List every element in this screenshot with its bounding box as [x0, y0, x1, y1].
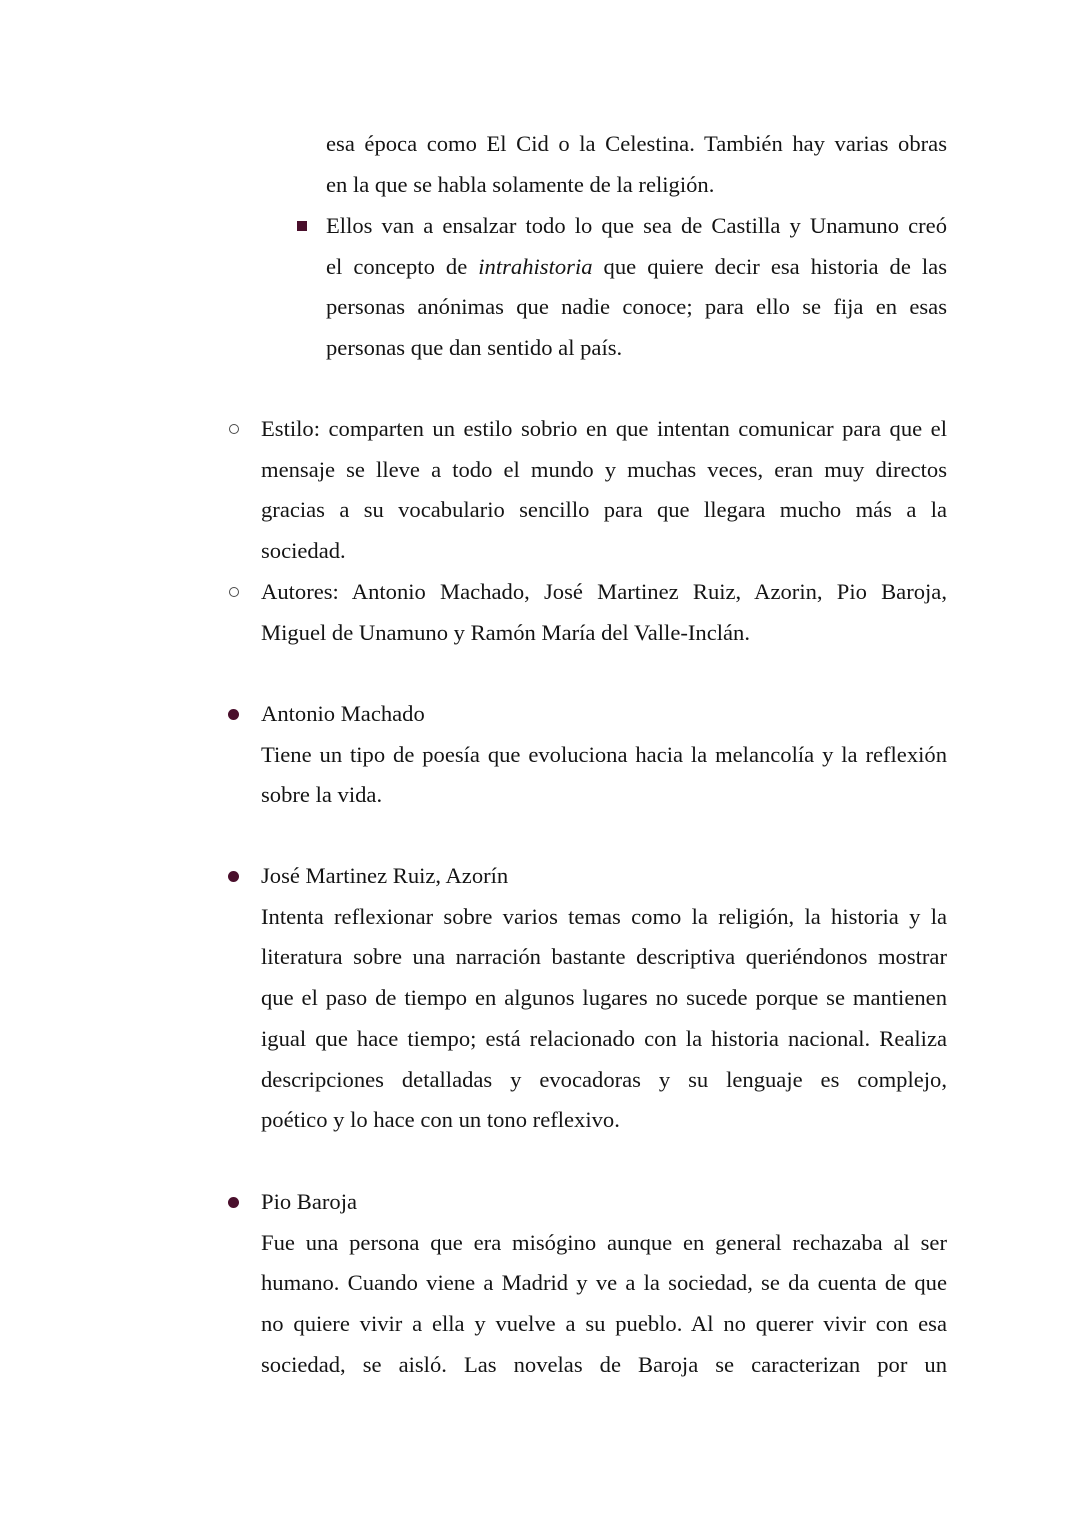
- hollow-circle-bullet-icon: [229, 424, 239, 434]
- text-line: gracias a su vocabulario sencillo para que llegara mucho más a la: [261, 497, 947, 523]
- text-line: poético y lo hace con un tono reflexivo.: [261, 1107, 620, 1133]
- text-line: Miguel de Unamuno y Ramón María del Valle-Inclán.: [261, 619, 750, 645]
- estilo-paragraph: [261, 409, 947, 572]
- emphasis-term: intrahistoria: [478, 253, 593, 279]
- text-line: Estilo: comparten un estilo sobrio en que intentan comunicar para que el: [261, 416, 947, 441]
- text-line: humano. Cuando viene a Madrid y ve a la sociedad, se da cuenta de que: [261, 1270, 947, 1296]
- text-line: sobre la vida.: [261, 782, 383, 808]
- autores-paragraph: [261, 572, 947, 653]
- author-heading: Pio Baroja: [261, 1189, 358, 1214]
- text-line: igual que hace tiempo; está relacionado con la historia nacional. Realiza: [261, 1025, 947, 1051]
- text-line: no quiere vivir a ella y vuelve a su pueblo. Al no querer vivir con esa: [261, 1311, 947, 1337]
- text-segment: que quiere decir esa historia de las: [592, 253, 947, 279]
- author-heading: Antonio Machado: [261, 701, 425, 726]
- text-line: personas anónimas que nadie conoce; para ello se fija en esas: [326, 294, 947, 320]
- text-line: descripciones detalladas y evocadoras y su lenguaje es complejo,: [261, 1066, 947, 1092]
- baroja-section: [261, 1182, 947, 1386]
- text-line: esa época como El Cid o la Celestina. También hay varias obras: [326, 131, 947, 156]
- machado-section: [261, 694, 947, 816]
- text-line: en la que se habla solamente de la religión.: [326, 171, 715, 197]
- azorin-section: [261, 856, 947, 1141]
- text-line: Fue una persona que era misógino aunque en general rechazaba al ser: [261, 1229, 947, 1255]
- text-line: sociedad.: [261, 538, 346, 564]
- text-line: mensaje se lleve a todo el mundo y muchas veces, eran muy directos: [261, 456, 947, 482]
- filled-circle-bullet-icon: [228, 709, 239, 720]
- text-line: [326, 247, 947, 288]
- filled-circle-bullet-icon: [228, 871, 239, 882]
- filled-circle-bullet-icon: [228, 1197, 239, 1208]
- sublist-item-continued: [326, 124, 947, 205]
- square-bullet-icon: [297, 221, 307, 231]
- text-segment: el concepto de: [326, 253, 479, 279]
- text-line: que el paso de tiempo en algunos lugares no sucede porque se mantienen: [261, 985, 947, 1011]
- text-line: personas que dan sentido al país.: [326, 335, 623, 361]
- hollow-circle-bullet-icon: [229, 587, 239, 597]
- text-line: Tiene un tipo de poesía que evoluciona hacia la melancolía y la reflexión: [261, 741, 947, 767]
- text-line: Intenta reflexionar sobre varios temas como la religión, la historia y la: [261, 903, 947, 929]
- author-heading: José Martinez Ruiz, Azorín: [261, 863, 509, 888]
- text-line: Ellos van a ensalzar todo lo que sea de Castilla y Unamuno creó: [326, 213, 947, 238]
- sublist-item-intrahistoria: [326, 206, 947, 369]
- text-line: Autores: Antonio Machado, José Martinez Ruiz, Azorin, Pio Baroja,: [261, 579, 947, 604]
- text-line: sociedad, se aisló. Las novelas de Baroja se caracterizan por un: [261, 1351, 947, 1377]
- text-line: literatura sobre una narración bastante descriptiva queriéndonos mostrar: [261, 944, 947, 970]
